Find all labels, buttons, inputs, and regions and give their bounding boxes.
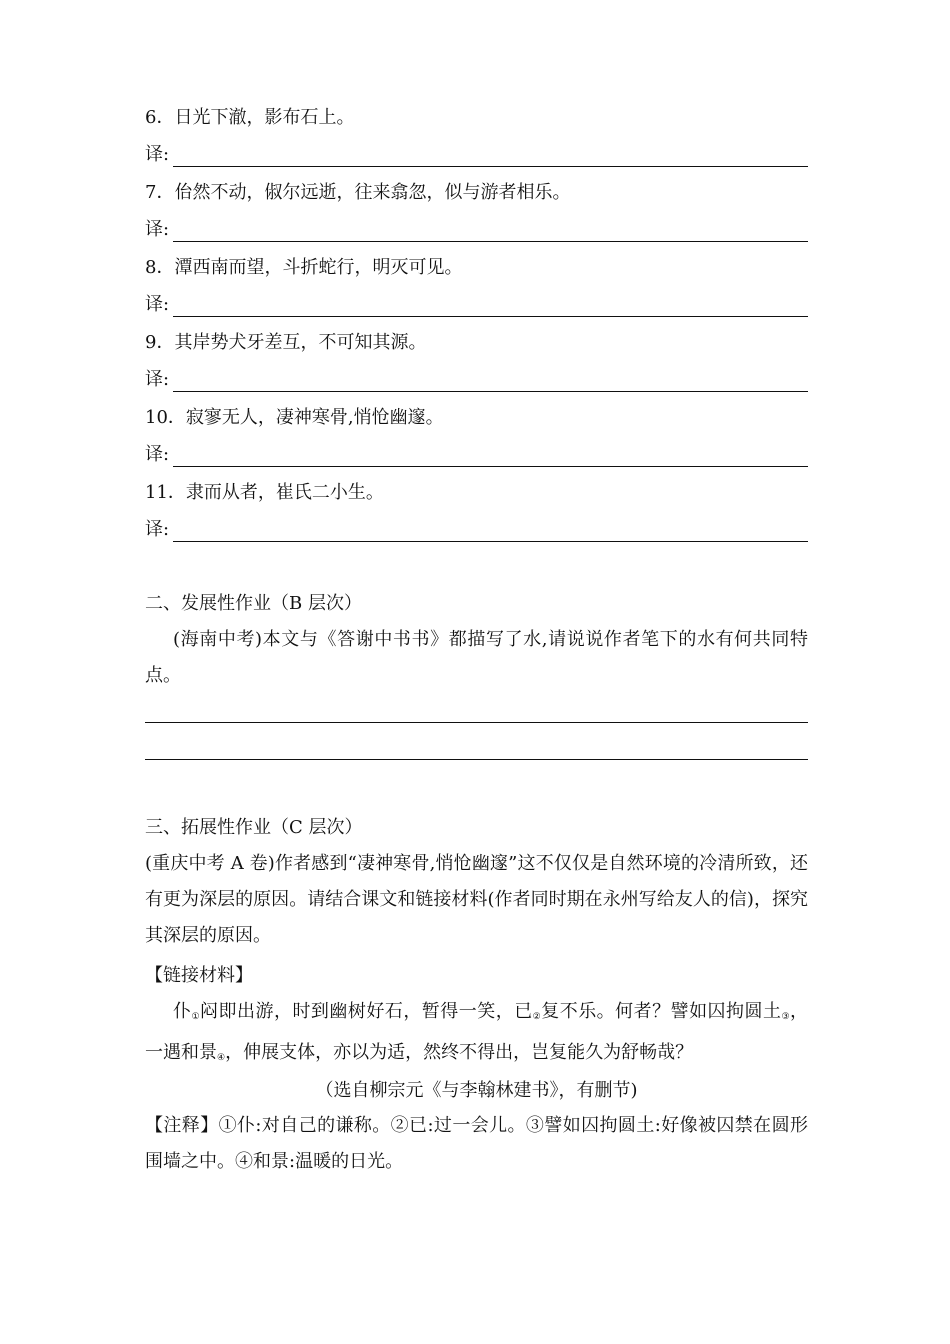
- sentence-10: 10．寂寥无人，凄神寒骨,悄怆幽邃。: [145, 407, 444, 428]
- answer-label: 译:: [145, 294, 170, 315]
- answer-rule: [173, 241, 808, 242]
- sentence-7: 7．佁然不动，俶尔远逝，往来翕忽，似与游者相乐。: [145, 182, 571, 203]
- answer-label: 译:: [145, 444, 170, 465]
- notes: 【注释】①仆:对自己的谦称。②已:过一会儿。③譬如囚拘圆土:好像被囚禁在圆形围墙之中。④和景:温暖的日光。: [145, 1115, 808, 1172]
- answer-rule: [173, 316, 808, 317]
- sentence-9: 9．其岸势犬牙差互，不可知其源。: [145, 332, 427, 353]
- answer-label: 译:: [145, 369, 170, 390]
- answer-line-7: [145, 218, 808, 242]
- sentence-6: 6．日光下澈，影布石上。: [145, 107, 355, 128]
- note-marker-4: ④: [217, 1053, 226, 1063]
- section-c-heading: 三、拓展性作业（C 层次）: [145, 817, 363, 838]
- note-marker-3: ③: [781, 1012, 791, 1022]
- section-c-question: (重庆中考 A 卷)作者感到“凄神寒骨,悄怆幽邃”这不仅仅是自然环境的冷清所致，还有更为深层的原因。请结合课文和链接材料(作者同时期在永州写给友人的信)，探究其深层的原因。: [145, 853, 808, 946]
- answer-line-9: [145, 368, 808, 392]
- note-marker-1: ①: [191, 1012, 201, 1022]
- answer-rule-b1: [145, 722, 808, 723]
- answer-line-10: [145, 443, 808, 467]
- answer-rule: [173, 541, 808, 542]
- material-heading: 【链接材料】: [145, 965, 253, 986]
- answer-rule: [173, 166, 808, 167]
- answer-line-6: [145, 143, 808, 167]
- answer-label: 译:: [145, 144, 170, 165]
- note-marker-2: ②: [532, 1012, 542, 1022]
- section-b-question: (海南中考)本文与《答谢中书书》都描写了水,请说说作者笔下的水有何共同特点。: [145, 629, 808, 686]
- answer-rule: [173, 466, 808, 467]
- material-source: （选自柳宗元《与李翰林建书》，有删节): [315, 1080, 638, 1101]
- answer-rule: [173, 391, 808, 392]
- sentence-11: 11．隶而从者，崔氏二小生。: [145, 482, 384, 503]
- answer-label: 译:: [145, 519, 170, 540]
- section-b-heading: 二、发展性作业（B 层次）: [145, 593, 362, 614]
- answer-line-8: [145, 293, 808, 317]
- answer-label: 译:: [145, 219, 170, 240]
- answer-rule-b2: [145, 759, 808, 760]
- sentence-8: 8．潭西南而望，斗折蛇行，明灭可见。: [145, 257, 463, 278]
- material-passage: 仆$_①$闷即出游，时到幽树好石，暂得一笑，已$_②$复不乐。何者？譬如囚拘圆土$_③$，一遇和景$_④$，伸展支体，亦以为适，然终不得出，岂复能久为舒畅哉？: [145, 1001, 809, 1063]
- answer-line-11: [145, 518, 808, 542]
